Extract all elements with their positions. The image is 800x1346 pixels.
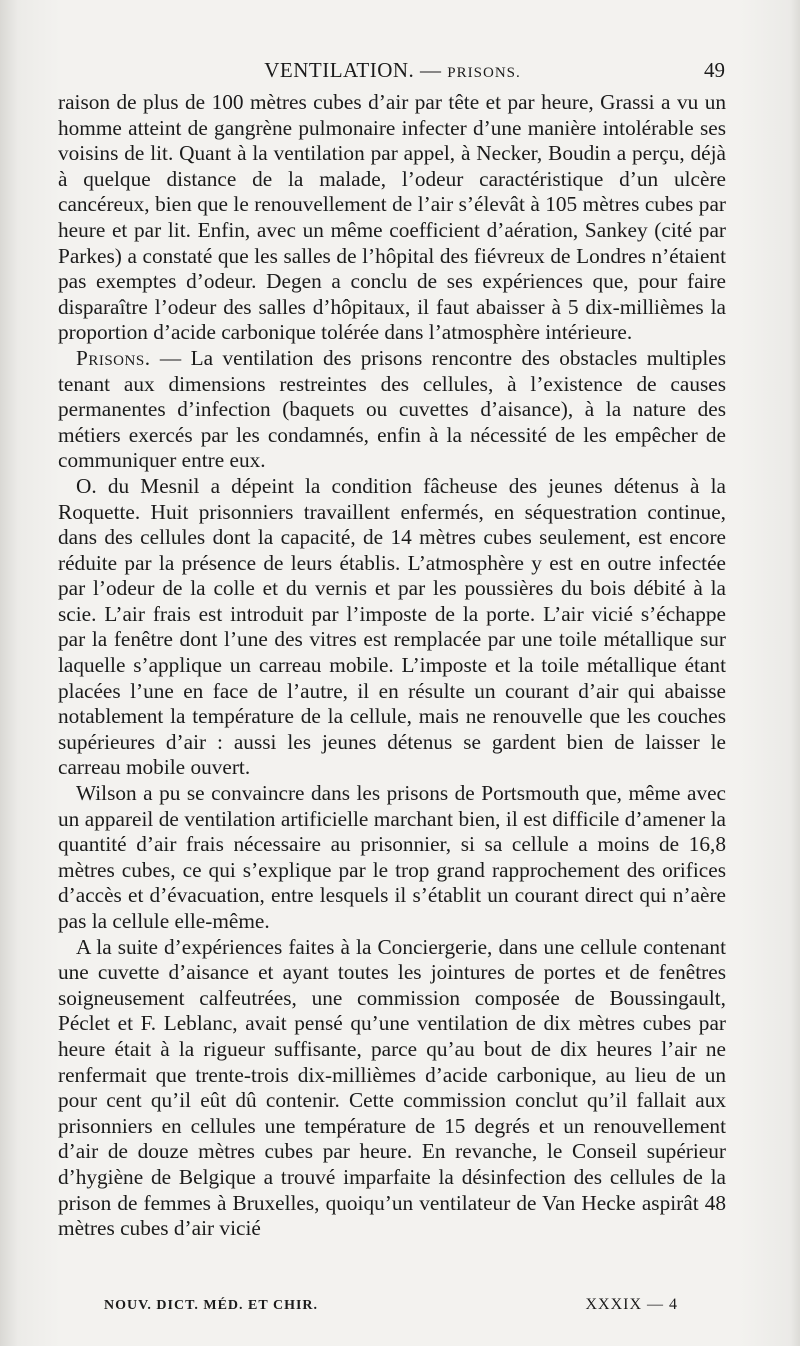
- page-number: 49: [704, 58, 725, 82]
- running-title: [60, 58, 725, 83]
- page-header: [60, 58, 725, 88]
- paragraph-prisons-text: — La ventilation des prisons rencontre des obstacles multiples tenant aux dimensions restreintes des cellules, à l’existence de causes permanentes d’infection (baquets ou cuvettes d’aisance), à la nature des métiers exercés par les condamnés, enfin à la nécessité de les empêcher de communiquer entre eux.: [58, 345, 726, 473]
- footer-sheet-number: XXXIX — 4: [585, 1296, 678, 1313]
- running-title-section: PRISONS.: [447, 65, 521, 81]
- paragraph-du-mesnil: O. du Mesnil a dépeint la condition fâcheuse des jeunes détenus à la Roquette. Huit prisonniers travaillent enfermés, en séquestration continue, dans des cellules dont la capacité, de 14 mètres cubes seulement, est encore réduite par la présence de leurs établis. L’atmosphère y est en outre infectée par l’odeur de la colle et du vernis et par les poussières du bois débité à la scie. L’air frais est introduit par l’imposte de la porte. L’air vicié s’échappe par la fenêtre dont l’une des vitres est remplacée par une toile métallique sur laquelle s’applique un carreau mobile. L’imposte et la toile métallique étant placées l’une en face de l’autre, il en résulte un courant d’air qui abaisse notablement la température de la cellule, mais ne renouvelle que les couches supérieures d’air : aussi les jeunes détenus se gardent bien de laisser le carreau mobile ouvert.: [58, 473, 726, 780]
- paragraph-continued: raison de plus de 100 mètres cubes d’air par tête et par heure, Grassi a vu un homme atteint de gangrène pulmonaire infecter d’une manière intolérable ses voisins de lit. Quant à la ventilation par appel, à Necker, Boudin a perçu, déjà à quelque distance de la malade, l’odeur caractéristique d’un ulcère cancéreux, bien que le renouvellement de l’air s’élevât à 105 mètres cubes par heure et par lit. Enfin, avec un même coefficient d’aération, Sankey (cité par Parkes) a constaté que les salles de l’hôpital des fiévreux de Londres n’étaient pas exemptes d’odeur. Degen a conclu de ses expériences que, pour faire disparaître l’odeur des salles d’hôpitaux, il faut abaisser à 5 dix-millièmes la proportion d’acide carbonique tolérée dans l’atmosphère intérieure.: [58, 90, 726, 345]
- section-label-prisons: Prisons.: [76, 345, 151, 370]
- paragraph-conciergerie: A la suite d’expériences faites à la Conciergerie, dans une cellule contenant une cuvette d’aisance et ayant toutes les jointures de portes et de fenêtres soigneusement calfeutrées, une commission composée de Boussingault, Péclet et F. Leblanc, avait pensé qu’une ventilation de dix mètres cubes par heure était à la rigueur suffisante, parce qu’au bout de dix heures l’air ne renfermait que trente-trois dix-millièmes d’acide carbonique, au lieu de un pour cent qu’il eût dû contenir. Cette commission conclut qu’il fallait aux prisonniers en cellules une température de 15 degrés et un renouvellement d’air de douze mètres cubes par heure. En revanche, le Conseil supérieur d’hygiène de Belgique a trouvé imparfaite la désinfection des cellules de la prison de femmes à Bruxelles, quoiqu’un ventilateur de Van Hecke aspirât 48 mètres cubes d’air vicié: [58, 934, 726, 1241]
- paragraph-prisons: [58, 346, 726, 474]
- page-footer: [104, 1296, 678, 1320]
- body-text: [58, 90, 726, 1242]
- running-title-main: VENTILATION. —: [264, 58, 442, 82]
- footer-signature: NOUV. DICT. MÉD. ET CHIR.: [104, 1298, 319, 1313]
- paragraph-wilson: Wilson a pu se convaincre dans les prisons de Portsmouth que, même avec un appareil de ventilation artificielle marchant bien, il est difficile d’amener la quantité d’air frais nécessaire au prisonnier, si sa cellule a moins de 16,8 mètres cubes, ce qui s’explique par le trop grand rapprochement des orifices d’accès et d’évacuation, entre lesquels il s’établit un courant direct qui n’aère pas la cellule elle-même.: [58, 781, 726, 933]
